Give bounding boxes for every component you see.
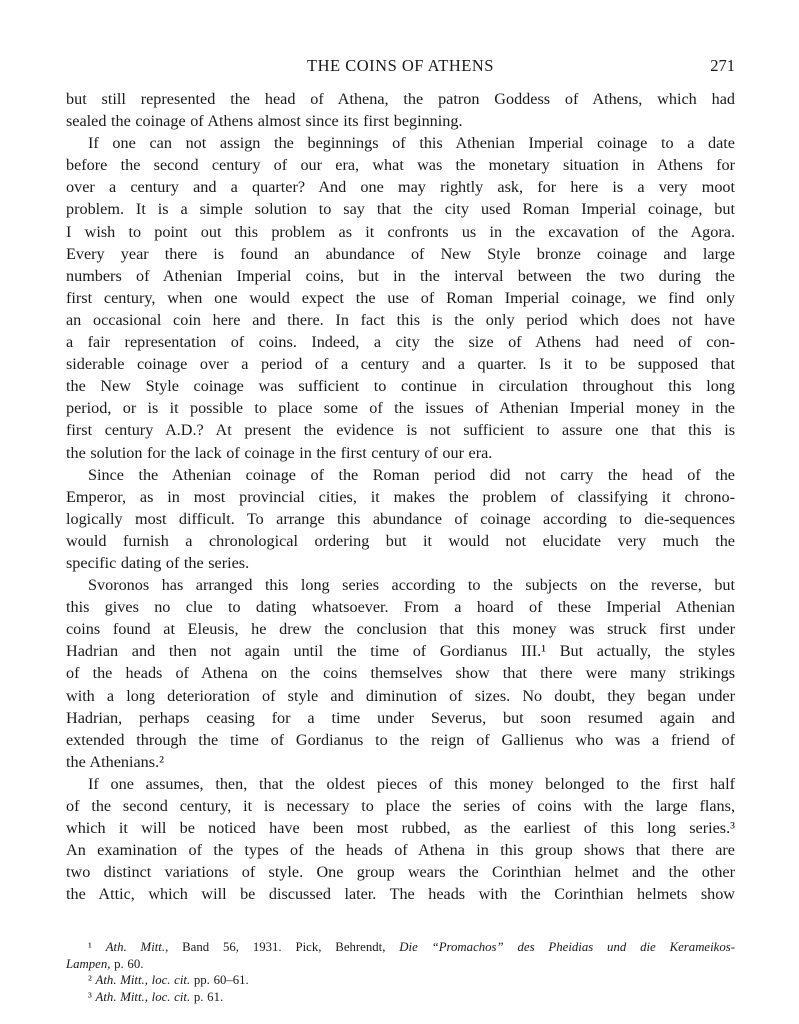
footnote-text: ²	[88, 973, 96, 988]
text-line: specific dating of the series.	[66, 553, 250, 572]
footnote-text: ¹	[88, 940, 106, 955]
paragraph	[66, 88, 735, 132]
text-line: Every year there is found an abundance of New Style bronze coinage and large	[66, 244, 735, 263]
text-line: Emperor, as in most provincial cities, it makes the problem of classifying it chrono-	[66, 487, 735, 506]
paragraph	[66, 773, 735, 906]
text-line: the New Style coinage was sufficient to continue in circulation throughout this long	[66, 377, 735, 396]
footnote	[66, 989, 735, 1005]
text-line: problem. It is a simple solution to say that the city used Roman Imperial coinage, but	[66, 200, 735, 219]
text-line: a fair representation of coins. Indeed, a city the size of Athens had need of con-	[66, 333, 735, 352]
text-line: two distinct variations of style. One group wears the Corinthian helmet and the other	[66, 863, 735, 882]
text-line: numbers of Athenian Imperial coins, but in the interval between the two during the	[66, 266, 735, 285]
text-line: but still represented the head of Athena, the patron Goddess of Athens, which had	[66, 90, 735, 108]
text-line: over a century and a quarter? And one may rightly ask, for here is a very moot	[66, 178, 735, 197]
footnote-line	[66, 989, 735, 1005]
text-line: Hadrian, perhaps ceasing for a time under Severus, but soon resumed again and	[66, 708, 735, 727]
text-line: Since the Athenian coinage of the Roman period did not carry the head of the	[88, 465, 735, 484]
text-line: of the second century, it is necessary to place the series of coins with the large flans,	[66, 797, 735, 815]
running-title: THE COINS OF ATHENS	[307, 56, 494, 75]
page-number: 271	[710, 56, 735, 75]
text-line: logically most difficult. To arrange this abundance of coinage according to die-sequences	[66, 509, 735, 528]
text-line: coins found at Eleusis, he drew the conclusion that this money was struck first under	[66, 620, 735, 639]
paragraph	[66, 464, 735, 574]
text-line: first century, when one would expect the use of Roman Imperial coinage, we find only	[66, 288, 735, 307]
text-line: Hadrian and then not again until the time of Gordianus III.¹ But actually, the styles	[66, 642, 735, 661]
footnote-text: , Band 56, 1931. Pick, Behrendt,	[165, 940, 400, 955]
footnote-line	[66, 972, 735, 988]
text-line: the Athenians.²	[66, 752, 164, 771]
text-line: the Attic, which will be discussed later. The heads with the Corinthian helmets show	[66, 885, 735, 904]
citation-italic: Ath. Mitt.	[105, 940, 166, 955]
text-line: extended through the time of Gordianus to the reign of Gallienus who was a friend of	[66, 730, 735, 749]
text-line: before the second century of our era, what was the monetary situation in Athens for	[66, 156, 735, 175]
footnote-text: ³	[88, 989, 96, 1004]
footnote-text: pp. 60–61.	[190, 973, 249, 988]
text-line: first century A.D.? At present the evidence is not sufficient to assure one that this is	[66, 421, 735, 440]
citation-italic: Lampen	[66, 956, 108, 971]
text-line: siderable coinage over a period of a century and a quarter. Is it to be supposed that	[66, 355, 735, 374]
text-line: Svoronos has arranged this long series according to the subjects on the reverse, but	[88, 576, 735, 595]
footnote	[66, 972, 735, 988]
footnote-text: , p. 60.	[107, 956, 144, 971]
text-line: sealed the coinage of Athens almost since its first beginning.	[66, 112, 463, 131]
paragraph	[66, 132, 735, 463]
citation-italic: Die “Promachos” des Pheidias und die Kerameikos-	[399, 940, 735, 955]
text-line: an occasional coin here and there. In fact this is the only period which does not have	[66, 310, 735, 329]
footnote	[66, 939, 735, 972]
footnotes	[66, 939, 735, 1005]
citation-italic: Ath. Mitt., loc. cit.	[95, 973, 191, 988]
running-header	[66, 54, 735, 78]
paragraph	[66, 574, 735, 773]
text-line: I wish to point out this problem as it confronts us in the excavation of the Agora.	[66, 222, 735, 241]
text-line: If one assumes, then, that the oldest pieces of this money belonged to the first half	[88, 774, 735, 793]
text-line: with a long deterioration of style and diminution of sizes. No doubt, they began under	[66, 686, 735, 705]
text-line: the solution for the lack of coinage in the first century of our era.	[66, 443, 493, 462]
text-line: this gives no clue to dating whatsoever. From a hoard of these Imperial Athenian	[66, 598, 735, 617]
body-text	[66, 88, 735, 905]
text-line: An examination of the types of the heads of Athena in this group shows that there are	[66, 841, 735, 860]
text-line: would furnish a chronological ordering but it would not elucidate very much the	[66, 531, 735, 550]
footnote-line	[66, 939, 735, 955]
citation-italic: Ath. Mitt., loc. cit.	[95, 989, 191, 1004]
footnote-text: p. 61.	[190, 989, 224, 1004]
footnote-line	[66, 956, 735, 972]
text-line: If one can not assign the beginnings of this Athenian Imperial coinage to a date	[88, 134, 735, 153]
text-line: which it will be noticed have been most rubbed, as the earliest of this long series.³	[66, 819, 735, 838]
text-line: of the heads of Athena on the coins themselves show that there were many strikings	[66, 664, 735, 683]
text-line: period, or is it possible to place some of the issues of Athenian Imperial money in the	[66, 399, 735, 418]
